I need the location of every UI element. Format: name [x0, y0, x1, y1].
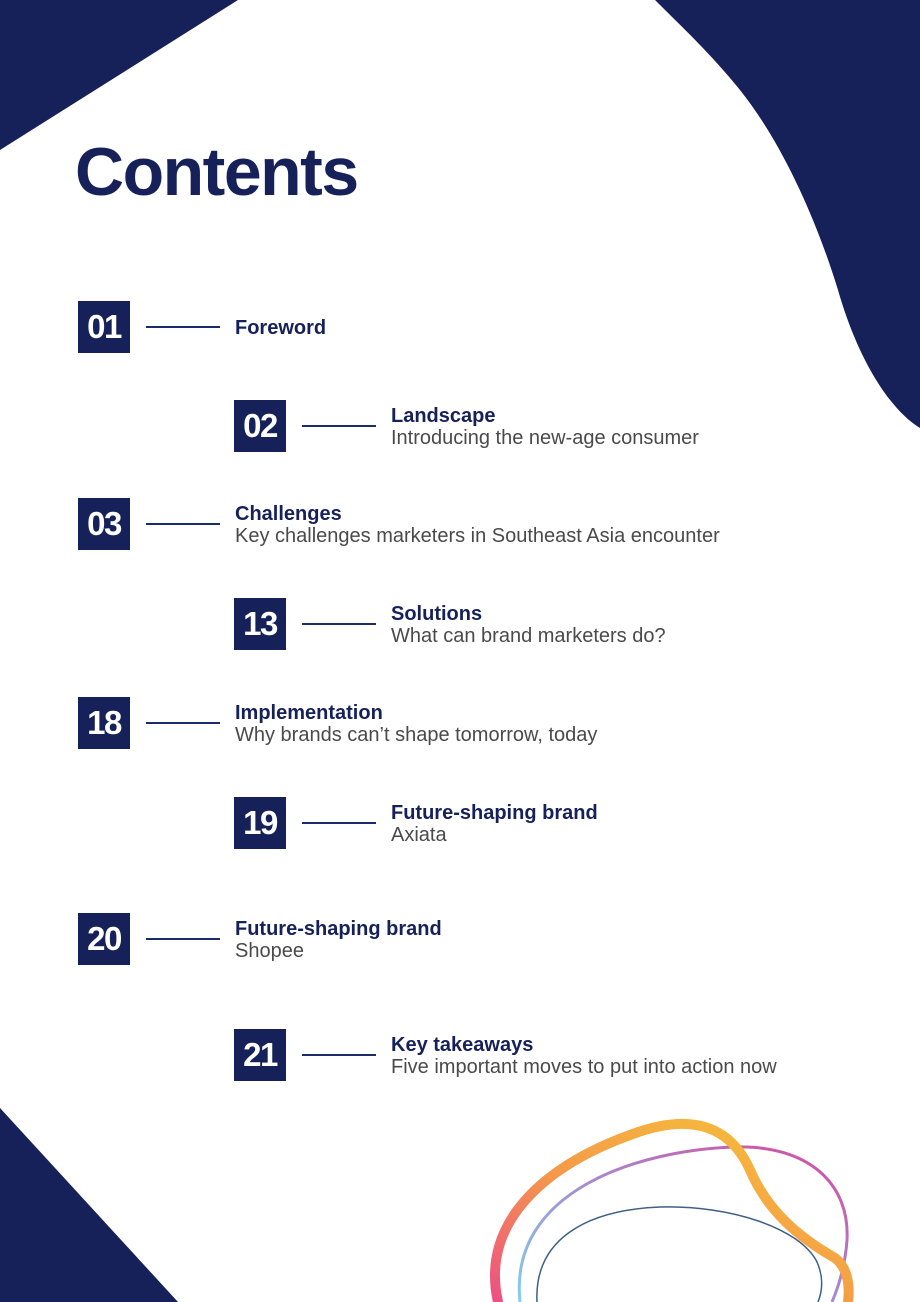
toc-entry-title: Foreword: [235, 317, 327, 339]
top-left-corner-shape: [0, 0, 238, 150]
toc-entry-subtitle: Key challenges marketers in Southeast Asia encounter: [235, 525, 720, 547]
toc-entry-text: [391, 400, 699, 454]
toc-entry-text: [391, 1029, 777, 1083]
toc-entry-text: [235, 498, 720, 552]
toc-entry-subtitle: Axiata: [391, 824, 447, 846]
toc-entry-text: [235, 301, 326, 355]
page-number-badge: 03: [78, 498, 130, 550]
toc-entry-subtitle: Why brands can’t shape tomorrow, today: [235, 724, 598, 746]
toc-entry-subtitle: Five important moves to put into action now: [391, 1056, 777, 1078]
toc-entry-title: Key takeaways: [391, 1034, 534, 1056]
connector-line: [302, 425, 376, 427]
toc-entry-text: [391, 797, 598, 851]
connector-line: [146, 523, 220, 525]
connector-line: [146, 722, 220, 724]
toc-entry-subtitle: Shopee: [235, 940, 304, 962]
toc-entry-text: [235, 913, 442, 967]
connector-line: [146, 938, 220, 940]
toc-entry-subtitle: Introducing the new-age consumer: [391, 427, 699, 449]
connector-line: [302, 1054, 376, 1056]
toc-entry-title: Landscape: [391, 405, 496, 427]
page-number-badge: 13: [234, 598, 286, 650]
page-number-badge: 18: [78, 697, 130, 749]
ribbon-decoration: [495, 1124, 849, 1302]
connector-line: [302, 623, 376, 625]
toc-entry-title: Future-shaping brand: [235, 918, 442, 940]
toc-entry-text: [235, 697, 597, 751]
top-right-wave-shape: [655, 0, 920, 428]
page-number-badge: 02: [234, 400, 286, 452]
toc-entry-title: Implementation: [235, 702, 383, 724]
page-title: Contents: [75, 134, 358, 210]
page-number-badge: 01: [78, 301, 130, 353]
page-number-badge: 19: [234, 797, 286, 849]
bottom-left-corner-shape: [0, 1108, 178, 1302]
connector-line: [146, 326, 220, 328]
toc-entry-text: [391, 598, 666, 652]
toc-entry-title: Solutions: [391, 603, 483, 625]
toc-entry-title: Challenges: [235, 503, 342, 525]
connector-line: [302, 822, 376, 824]
page-number-badge: 20: [78, 913, 130, 965]
toc-entry-subtitle: What can brand marketers do?: [391, 625, 666, 647]
toc-entry-title: Future-shaping brand: [391, 802, 598, 824]
page-number-badge: 21: [234, 1029, 286, 1081]
